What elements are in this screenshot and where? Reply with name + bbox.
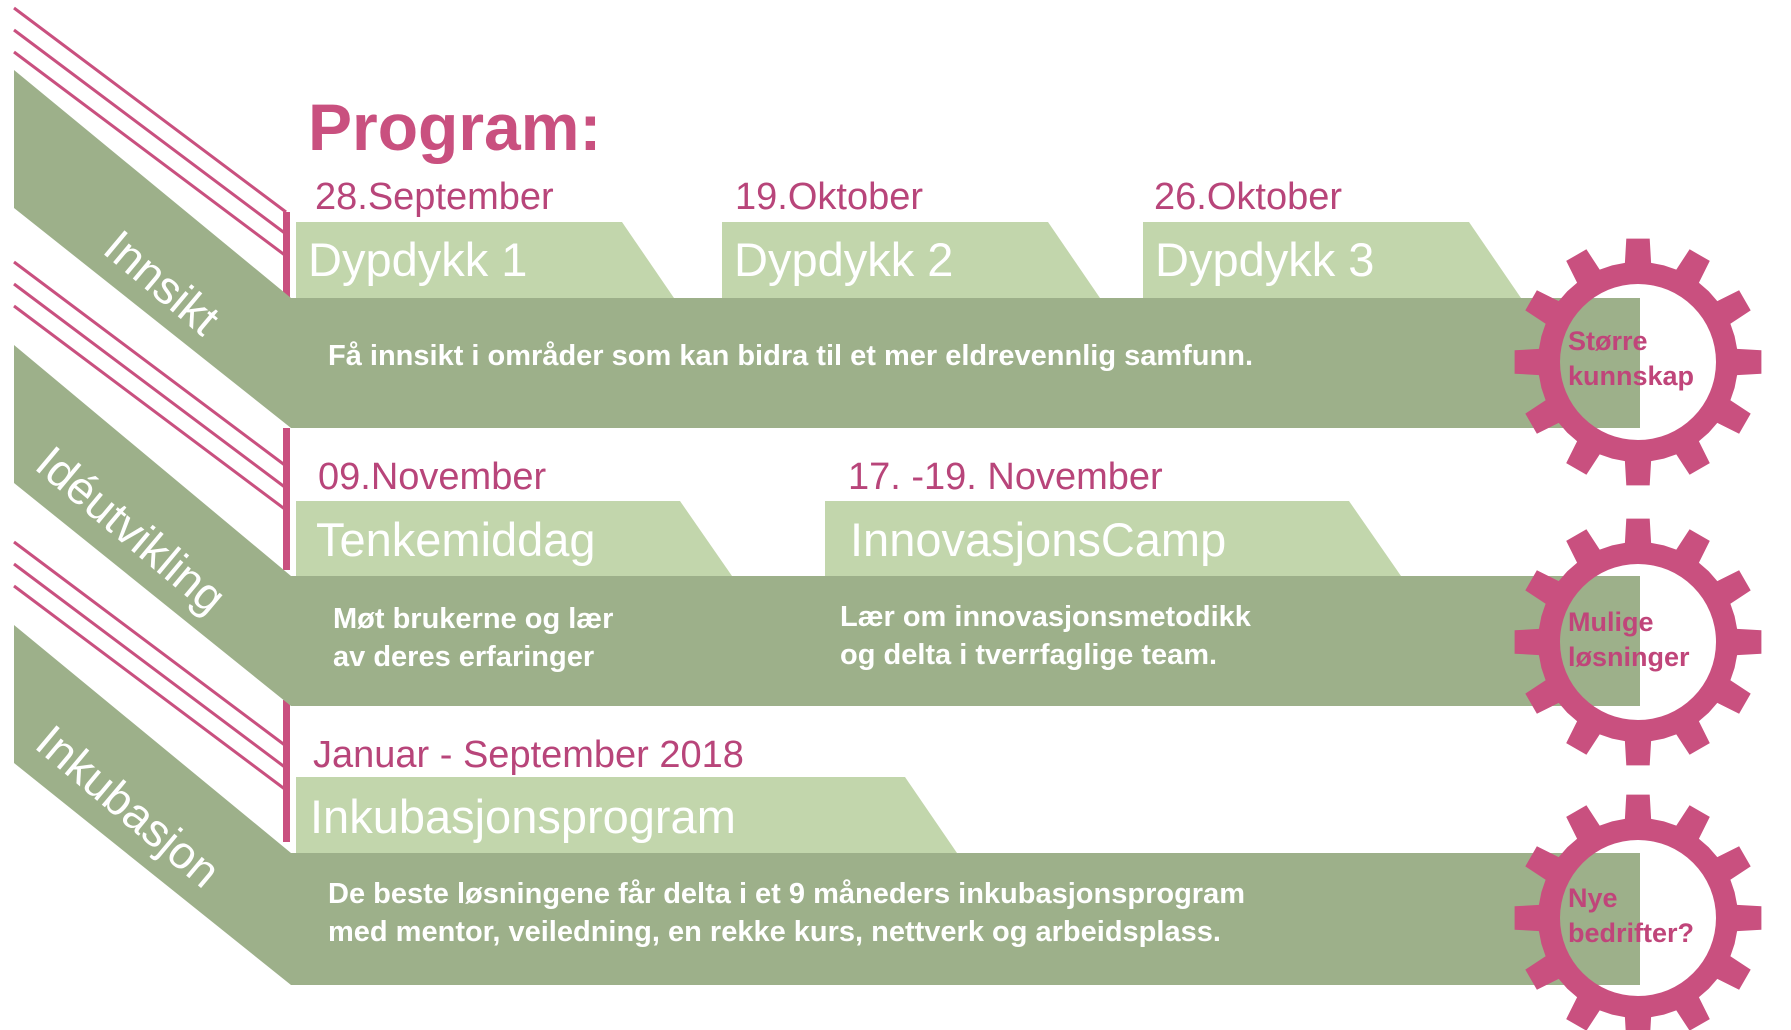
event-label: Dypdykk 3 bbox=[1155, 233, 1375, 286]
phase-description: Få innsikt i områder som kan bidra til et mer eldrevennlig samfunn. bbox=[328, 340, 1254, 372]
phase-label-inkubasjon: Inkubasjon bbox=[26, 714, 231, 898]
event-date: 09.November bbox=[318, 456, 547, 498]
event-label: Dypdykk 1 bbox=[308, 233, 528, 286]
phase-label-ideutvikling: Idéutvikling bbox=[26, 435, 237, 624]
event-label: Inkubasjonsprogram bbox=[310, 790, 736, 843]
phase-divider-bar bbox=[283, 428, 290, 570]
event-label: InnovasjonsCamp bbox=[850, 513, 1227, 566]
event-label: Tenkemiddag bbox=[316, 513, 596, 566]
page-title: Program: bbox=[308, 90, 602, 164]
event-label: Dypdykk 2 bbox=[734, 233, 954, 286]
event-date: 17. -19. November bbox=[848, 456, 1163, 498]
event-date: 26.Oktober bbox=[1154, 176, 1342, 218]
phase-description: Lær om innovasjonsmetodikk og delta i tverrfaglige team. bbox=[840, 601, 1251, 671]
phase-divider-bar bbox=[283, 212, 290, 298]
outcome-label: Større kunnskap bbox=[1568, 326, 1695, 391]
event-date: Januar - September 2018 bbox=[313, 734, 744, 776]
phase-divider-bar bbox=[283, 700, 290, 842]
outcome-label: Nye bedrifter? bbox=[1568, 883, 1695, 948]
phase-label-innsikt: Innsikt bbox=[94, 219, 230, 345]
event-date: 28.September bbox=[315, 176, 554, 218]
outcome-label: Mulige løsninger bbox=[1568, 607, 1690, 672]
event-date: 19.Oktober bbox=[735, 176, 923, 218]
phase-description: De beste løsningene får delta i et 9 måneders inkubasjonsprogram med mentor, veiledning, en rekke kurs, nettverk og arbeidsplass. bbox=[328, 878, 1245, 948]
phase-description: Møt brukerne og lær av deres erfaringer bbox=[333, 603, 614, 673]
